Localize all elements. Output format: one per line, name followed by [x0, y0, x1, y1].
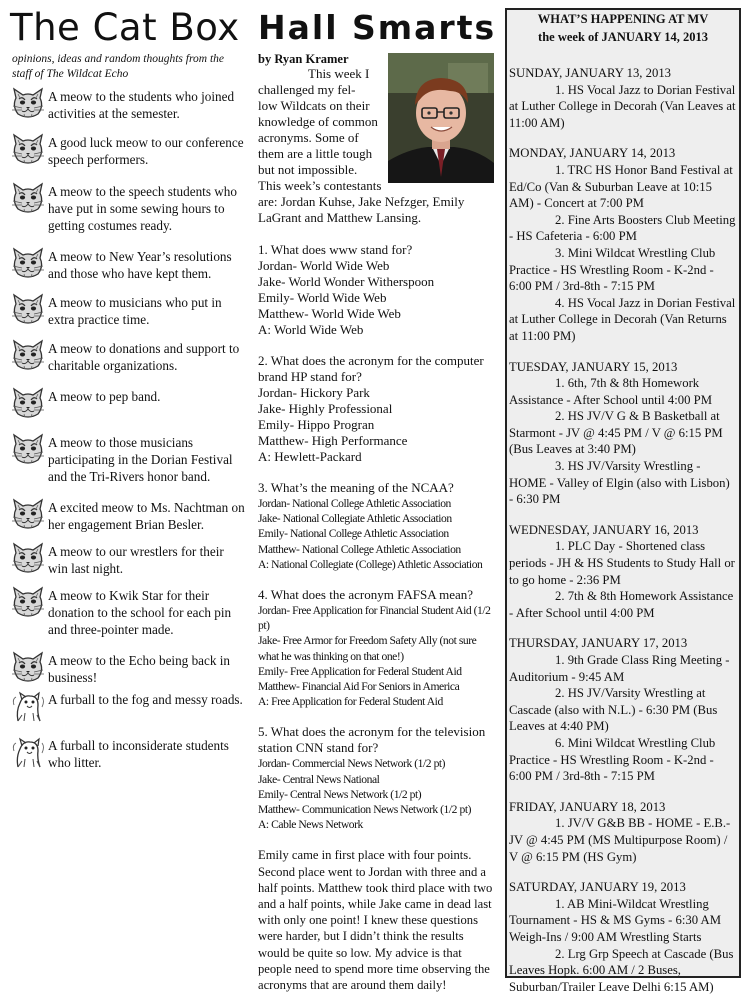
answer-line: Matthew- Financial Aid For Seniors in America [258, 679, 496, 694]
cat-face-icon [10, 294, 46, 326]
intro-line: challenged my fel- [258, 82, 386, 98]
answer-line: Jordan- Free Application for Financial Student Aid (1/2 pt) [258, 603, 496, 633]
meow-item [10, 183, 246, 234]
day-heading: SATURDAY, JANUARY 19, 2013 [509, 879, 736, 896]
calendar-day [509, 359, 736, 508]
calendar-event: 2. HS JV/Varsity Wrestling at Cascade (also with N.L.) - 6:30 PM (Bus Leaves at 4:40 PM) [509, 685, 736, 735]
answer-line: A: World Wide Web [258, 322, 496, 338]
answer-line: Jake- Highly Professional [258, 401, 496, 417]
cat-box-column [10, 0, 246, 771]
meow-item [10, 434, 246, 485]
meow-text: A meow to donations and support to charitable organizations. [48, 340, 246, 374]
intro-line: This week I [258, 66, 386, 82]
meow-text: A excited meow to Ms. Nachtman on her engagement Brian Besler. [48, 499, 246, 533]
answer-line: Jake- National Collegiate Athletic Association [258, 511, 496, 526]
intro-line: This week’s contestants [258, 178, 386, 194]
calendar-day [509, 799, 736, 865]
answer-line: Jordan- Hickory Park [258, 385, 496, 401]
intro-line: but not impossible. [258, 162, 386, 178]
calendar-day [509, 635, 736, 784]
quiz-question [258, 724, 496, 832]
hissing-cat-icon [10, 691, 46, 723]
calendar-title: WHAT’S HAPPENING AT MV [507, 12, 739, 28]
answer-lines [258, 756, 496, 832]
hall-smarts-title: Hall Smarts [258, 8, 496, 48]
cat-box-title: The Cat Box [10, 8, 246, 48]
answer-line: Emily- Central News Network (1/2 pt) [258, 787, 496, 802]
meow-item [10, 587, 246, 638]
answer-line: Jordan- Commercial News Network (1/2 pt) [258, 756, 496, 771]
answer-line: A: Free Application for Federal Student Aid [258, 694, 496, 709]
meow-item [10, 340, 246, 374]
meow-text: A meow to pep band. [48, 388, 246, 405]
cat-face-icon [10, 652, 46, 684]
answer-line: A: Cable News Network [258, 817, 496, 832]
calendar-subtitle: the week of JANUARY 14, 2013 [507, 30, 739, 46]
day-heading: FRIDAY, JANUARY 18, 2013 [509, 799, 736, 816]
answer-line: Matthew- High Performance [258, 433, 496, 449]
results-paragraph: Emily came in first place with four points. Second place went to Jordan with three and a half points. Matthew took third place with two and a half points, while Jake came in dead last with only one point! I knew these questions were harder, but I didn’t think the results would be quite so low. My advice is that people need to spend more time observing the acronyms that are around them daily! [258, 847, 496, 993]
question-text: 4. What does the acronym FAFSA mean? [258, 587, 496, 603]
meow-item [10, 652, 246, 686]
answer-line: A: National Collegiate (College) Athletic Association [258, 557, 496, 572]
meow-item [10, 543, 246, 577]
calendar-day [509, 879, 736, 995]
calendar-event: 3. HS JV/Varsity Wrestling - HOME - Valley of Elgin (also with Lisbon) - 6:30 PM [509, 458, 736, 508]
answer-line: Matthew- Communication News Network (1/2 pt) [258, 802, 496, 817]
meow-text: A meow to Kwik Star for their donation to the school for each pin and three-pointer made. [48, 587, 246, 638]
answer-line: Emily- Free Application for Federal Student Aid [258, 664, 496, 679]
calendar-event: 1. TRC HS Honor Band Festival at Ed/Co (Van & Suburban Leave at 10:15 AM) - Concert at 7:00 PM [509, 162, 736, 212]
intro-text [258, 66, 386, 194]
cat-face-icon [10, 134, 46, 166]
meow-text: A meow to the students who joined activities at the semester. [48, 88, 246, 122]
meow-text: A meow to those musicians participating in the Dorian Festival and the Tri-Rivers honor band. [48, 434, 246, 485]
meow-text: A furball to inconsiderate students who litter. [48, 737, 246, 771]
day-heading: MONDAY, JANUARY 14, 2013 [509, 145, 736, 162]
quiz-question [258, 480, 496, 572]
cat-face-icon [10, 340, 46, 372]
meow-text: A meow to musicians who put in extra practice time. [48, 294, 246, 328]
quiz-questions [258, 242, 496, 832]
calendar-day [509, 522, 736, 622]
quiz-question [258, 353, 496, 465]
hissing-cat-icon [10, 737, 46, 769]
calendar-event: 1. HS Vocal Jazz to Dorian Festival at Luther College in Decorah (Van Leaves at 11:00 AM) [509, 82, 736, 132]
cat-face-icon [10, 388, 46, 420]
intro-line: acronyms. Some of [258, 130, 386, 146]
meow-text: A meow to New Year’s resolutions and those who have kept them. [48, 248, 246, 282]
answer-line: Matthew- National College Athletic Association [258, 542, 496, 557]
question-text: 2. What does the acronym for the computer brand HP stand for? [258, 353, 496, 385]
meow-item [10, 88, 246, 122]
meow-text: A meow to the speech students who have put in some sewing hours to getting costumes ready. [48, 183, 246, 234]
cat-face-icon [10, 248, 46, 280]
question-lines [258, 587, 496, 603]
cat-face-icon [10, 499, 46, 531]
calendar-event: 1. JV/V G&B BB - HOME - E.B.- JV @ 4:45 PM (MS Multipurpose Room) / V @ 6:15 PM (HS Gym) [509, 815, 736, 865]
calendar-event: 1. AB Mini-Wildcat Wrestling Tournament - HS & MS Gyms - 6:30 AM Weigh-Ins / 9:00 AM Wrestling Starts [509, 896, 736, 946]
meow-list [10, 88, 246, 771]
answer-line: A: Hewlett-Packard [258, 449, 496, 465]
calendar-event: 1. PLC Day - Shortened class periods - JH & HS Students to Study Hall or to go home - 2:36 PM [509, 538, 736, 588]
calendar-event: 1. 6th, 7th & 8th Homework Assistance - After School until 4:00 PM [509, 375, 736, 408]
day-heading: THURSDAY, JANUARY 17, 2013 [509, 635, 736, 652]
events-calendar-box [505, 8, 741, 978]
question-text: 3. What’s the meaning of the NCAA? [258, 480, 496, 496]
answer-line: Emily- World Wide Web [258, 290, 496, 306]
calendar-event: 4. HS Vocal Jazz in Dorian Festival at Luther College in Decorah (Van Returns at 11:00 PM) [509, 295, 736, 345]
calendar-event: 3. Mini Wildcat Wrestling Club Practice - HS Wrestling Room - K-2nd - 6:00 PM / 3rd-8th - 7:15 PM [509, 245, 736, 295]
question-lines [258, 242, 496, 338]
day-heading: SUNDAY, JANUARY 13, 2013 [509, 65, 736, 82]
meow-item [10, 134, 246, 168]
answer-line: Emily- National College Athletic Association [258, 526, 496, 541]
answer-lines [258, 496, 496, 572]
answer-line: Jordan- World Wide Web [258, 258, 496, 274]
meow-item [10, 737, 246, 771]
day-heading: WEDNESDAY, JANUARY 16, 2013 [509, 522, 736, 539]
intro-line: them are a little tough [258, 146, 386, 162]
calendar-days [507, 65, 739, 995]
contestant-list: are: Jordan Kuhse, Jake Nefzger, Emily LaGrant and Matthew Lansing. [258, 194, 496, 226]
meow-item [10, 248, 246, 282]
meow-item [10, 388, 246, 420]
question-text: 5. What does the acronym for the television station CNN stand for? [258, 724, 496, 756]
question-text: 1. What does www stand for? [258, 242, 496, 258]
cat-box-tagline: opinions, ideas and random thoughts from the staff of The Wildcat Echo [12, 52, 246, 82]
day-heading: TUESDAY, JANUARY 15, 2013 [509, 359, 736, 376]
answer-lines [258, 603, 496, 709]
cat-face-icon [10, 587, 46, 619]
calendar-event: 2. Fine Arts Boosters Club Meeting - HS Cafeteria - 6:00 PM [509, 212, 736, 245]
meow-item [10, 294, 246, 328]
cat-face-icon [10, 434, 46, 466]
author-photo [388, 53, 494, 183]
meow-text: A furball to the fog and messy roads. [48, 691, 246, 708]
quiz-question [258, 587, 496, 709]
cat-face-icon [10, 88, 46, 120]
answer-line: Emily- Hippo Progran [258, 417, 496, 433]
intro-line: knowledge of common [258, 114, 386, 130]
question-lines [258, 480, 496, 496]
cat-face-icon [10, 183, 46, 215]
calendar-event: 2. Lrg Grp Speech at Cascade (Bus Leaves Hopk. 6:00 AM / 2 Buses, Suburban/Trailer Leave Delhi 6:15 AM) [509, 946, 736, 995]
calendar-event: 1. 9th Grade Class Ring Meeting - Auditorium - 9:45 AM [509, 652, 736, 685]
quiz-question [258, 242, 496, 338]
meow-text: A good luck meow to our conference speech performers. [48, 134, 246, 168]
meow-item [10, 499, 246, 533]
answer-line: Jake- Central News National [258, 772, 496, 787]
calendar-event: 2. HS JV/V G & B Basketball at Starmont - JV @ 4:45 PM / V @ 6:15 PM (Bus Leaves at 3:40 PM) [509, 408, 736, 458]
question-lines [258, 353, 496, 465]
answer-line: Matthew- World Wide Web [258, 306, 496, 322]
answer-line: Jordan- National College Athletic Association [258, 496, 496, 511]
calendar-event: 6. Mini Wildcat Wrestling Club Practice - HS Wrestling Room - K-2nd - 6:00 PM / 3rd-8th - 7:15 PM [509, 735, 736, 785]
meow-item [10, 691, 246, 723]
calendar-day [509, 65, 736, 131]
calendar-day [509, 145, 736, 344]
calendar-event: 2. 7th & 8th Homework Assistance - After School until 4:00 PM [509, 588, 736, 621]
cat-face-icon [10, 543, 46, 575]
meow-text: A meow to the Echo being back in business! [48, 652, 246, 686]
question-lines [258, 724, 496, 756]
hall-smarts-column [258, 0, 496, 993]
answer-line: Jake- Free Armor for Freedom Safety Ally (not sure what he was thinking on that one!) [258, 633, 496, 663]
intro-line: low Wildcats on their [258, 98, 386, 114]
meow-text: A meow to our wrestlers for their win last night. [48, 543, 246, 577]
answer-line: Jake- World Wonder Witherspoon [258, 274, 496, 290]
byline: by Ryan Kramer [258, 52, 496, 66]
